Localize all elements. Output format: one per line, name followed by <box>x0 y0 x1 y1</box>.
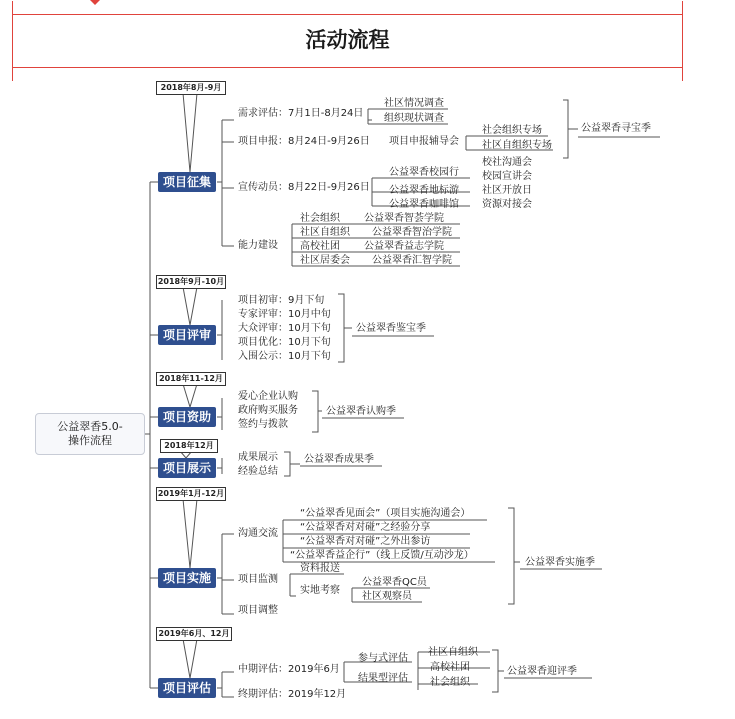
leaf-label: “公益翠香益企行”（线上反馈/互动沙龙） <box>290 550 474 561</box>
leaf-label: 资料报送 <box>300 563 340 574</box>
leaf-label: 校社沟通会 <box>482 157 532 168</box>
season-label: 公益翠香实施季 <box>525 557 595 568</box>
leaf-label: 社区观察员 <box>362 591 412 602</box>
leaf-label: 公益翠香益志学院 <box>364 241 444 252</box>
leaf-label: 社区情况调查 <box>384 98 444 109</box>
leaf-label: 社会组织 <box>430 677 470 688</box>
root-line1: 公益翠香5.0- <box>57 420 123 433</box>
leaf-label: 社区自组织 <box>300 227 350 238</box>
branch-label: 中期评估：2019年6月 <box>238 664 340 675</box>
leaf-label: 公益翠香地标游 <box>389 185 459 196</box>
leaf-label: 公益翠香汇智学院 <box>372 255 452 266</box>
leaf-label: 高校社团 <box>430 662 470 673</box>
branch-label: 能力建设 <box>238 240 278 251</box>
phase-date: 2018年8月-9月 <box>156 81 226 95</box>
page-title: 活动流程 <box>305 28 390 52</box>
leaf-label: 公益翠香咖啡馆 <box>389 199 459 210</box>
branch-label: 项目申报：8月24日-9月26日 <box>238 136 370 147</box>
leaf-label: 资源对接会 <box>482 199 532 210</box>
leaf-label: 公益翠香QC员 <box>362 577 427 588</box>
phase-date: 2018年9月-10月 <box>156 275 226 289</box>
phase-date: 2018年11-12月 <box>156 372 226 386</box>
phase-node-showcase: 项目展示 <box>158 458 216 478</box>
leaf-label: 爱心企业认购 <box>238 391 298 402</box>
phase-node-implement: 项目实施 <box>158 568 216 588</box>
season-label: 公益翠香寻宝季 <box>581 123 651 134</box>
leaf-label: 经验总结 <box>238 466 278 477</box>
leaf-label: 签约与拨款 <box>238 419 288 430</box>
leaf-label: 公益翠香校园行 <box>389 167 459 178</box>
root-line2: 操作流程 <box>68 434 112 447</box>
leaf-label: 实地考察 <box>300 585 340 596</box>
leaf-label: “公益翠香见面会”（项目实施沟通会） <box>300 508 471 519</box>
leaf-label: “公益翠香对对碰”之外出参访 <box>300 536 431 547</box>
phase-node-review: 项目评审 <box>158 325 216 345</box>
leaf-label: 高校社团 <box>300 241 340 252</box>
leaf-label: 项目优化：10月下旬 <box>238 337 331 348</box>
season-label: 公益翠香鉴宝季 <box>356 323 426 334</box>
leaf-label: “公益翠香对对碰”之经验分享 <box>300 522 431 533</box>
season-label: 公益翠香迎评季 <box>507 666 577 677</box>
branch-label: 需求评估：7月1日-8月24日 <box>238 108 364 119</box>
leaf-label: 社区居委会 <box>300 255 350 266</box>
branch-label: 项目监测 <box>238 574 278 585</box>
leaf-label: 社区开放日 <box>482 185 532 196</box>
leaf-label: 社区自组织 <box>428 647 478 658</box>
season-label: 公益翠香成果季 <box>304 454 374 465</box>
phase-node-evaluate: 项目评估 <box>158 678 216 698</box>
leaf-label: 专家评审：10月中旬 <box>238 309 331 320</box>
leaf-label: 项目初审：9月下旬 <box>238 295 325 306</box>
leaf-label: 成果展示 <box>238 452 278 463</box>
mid-label: 结果型评估 <box>358 673 408 684</box>
leaf-label: 社会组织专场 <box>482 125 542 136</box>
mid-label: 参与式评估 <box>358 653 408 664</box>
branch-label: 沟通交流 <box>238 528 278 539</box>
phase-date: 2018年12月 <box>160 439 218 453</box>
leaf-label: 入围公示：10月下旬 <box>238 351 331 362</box>
root-node <box>35 413 145 455</box>
mid-label: 项目申报辅导会 <box>389 136 459 147</box>
branch-label: 项目调整 <box>238 605 278 616</box>
leaf-label: 社会组织 <box>300 213 340 224</box>
leaf-label: 社区自组织专场 <box>482 140 552 151</box>
leaf-label: 组织现状调查 <box>384 113 444 124</box>
phase-date: 2019年6月、12月 <box>156 627 232 641</box>
leaf-label: 政府购买服务 <box>238 405 298 416</box>
season-label: 公益翠香认购季 <box>326 406 396 417</box>
leaf-label: 大众评审：10月下旬 <box>238 323 331 334</box>
phase-node-collect: 项目征集 <box>158 172 216 192</box>
leaf-label: 公益翠香智治学院 <box>372 227 452 238</box>
leaf-label: 公益翠香智荟学院 <box>364 213 444 224</box>
branch-label: 终期评估：2019年12月 <box>238 689 347 700</box>
phase-node-fund: 项目资助 <box>158 407 216 427</box>
phase-date: 2019年1月-12月 <box>156 487 226 501</box>
leaf-label: 校园宣讲会 <box>482 171 532 182</box>
branch-label: 宣传动员：8月22日-9月26日 <box>238 182 370 193</box>
